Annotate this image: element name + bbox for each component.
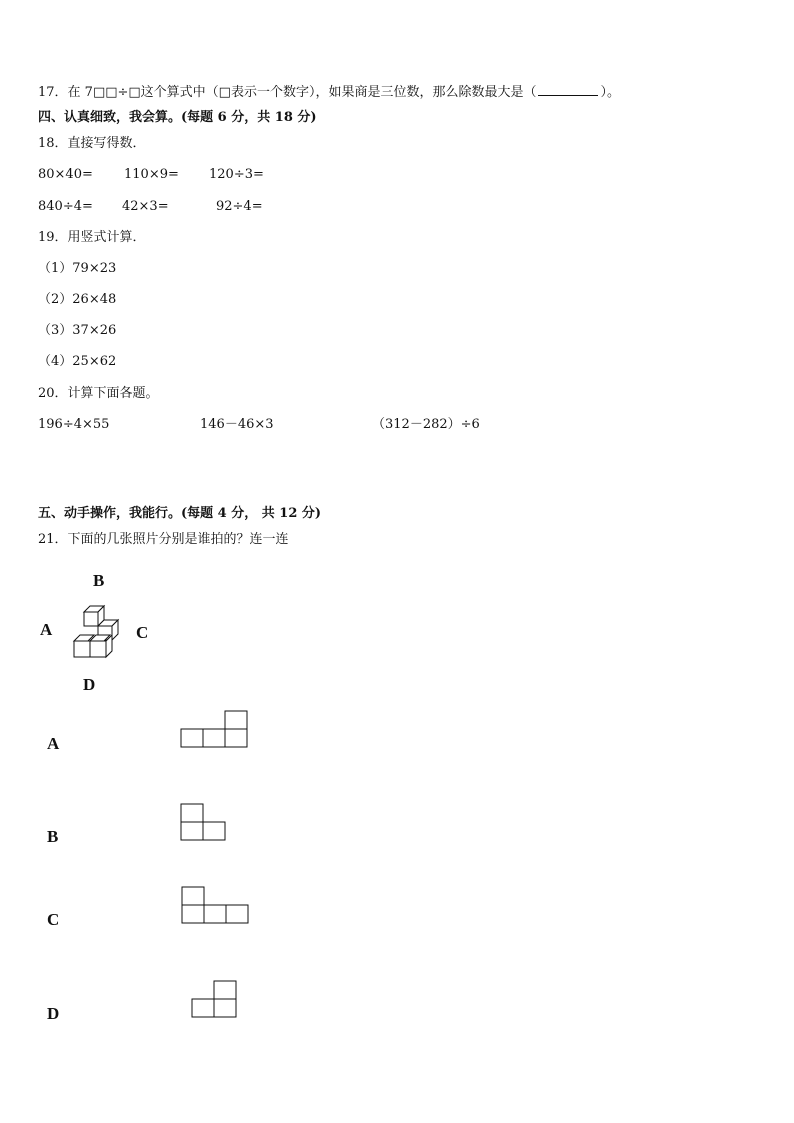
q19-item-4: （4）25×62 (38, 354, 117, 369)
question-17 (38, 85, 620, 99)
question-17-suffix: ）。 (600, 85, 620, 100)
photo-label-a: A (47, 734, 60, 753)
question-18-title: 18．直接写得数． (38, 136, 146, 151)
section-5-title: 五、动手操作，我能行。(每题 4 分， 共 12 分) (38, 506, 322, 521)
q18-row1-item3: 120÷3= (209, 167, 264, 182)
photo-b-figure[interactable] (180, 803, 230, 843)
q18-row2-item1: 840÷4= (38, 199, 93, 214)
photo-label-b: B (47, 827, 59, 846)
photo-c-figure[interactable] (181, 886, 253, 926)
q20-item-3: （312－282）÷6 (372, 417, 480, 432)
question-17-text: 17．在 7□□÷□这个算式中（□表示一个数字），如果商是三位数，那么除数最大是（ (38, 85, 537, 100)
q20-item-1: 196÷4×55 (38, 417, 110, 432)
question-19-title: 19．用竖式计算． (38, 230, 146, 245)
q20-item-2: 146－46×3 (200, 417, 274, 432)
q18-row1-item2: 110×9= (124, 167, 179, 182)
question-20-title: 20．计算下面各题。 (38, 386, 159, 401)
q19-item-2: （2）26×48 (38, 292, 117, 307)
q18-row2-item2: 42×3= (122, 199, 169, 214)
photo-label-d: D (47, 1004, 60, 1023)
question-21-title: 21．下面的几张照片分别是谁拍的？连一连 (38, 532, 289, 547)
photo-label-c: C (47, 910, 60, 929)
q18-row1-item1: 80×40= (38, 167, 93, 182)
q19-item-3: （3）37×26 (38, 323, 117, 338)
q19-item-1: （1）79×23 (38, 261, 117, 276)
photo-d-figure[interactable] (191, 980, 241, 1020)
section-4-title: 四、认真细致，我会算。(每题 6 分，共 18 分) (38, 110, 317, 125)
view-label-d: D (83, 675, 96, 694)
view-label-a: A (40, 620, 53, 639)
cube-stack-figure (70, 603, 130, 663)
q18-row2-item3: 92÷4= (216, 199, 263, 214)
answer-blank[interactable] (538, 85, 598, 96)
photo-a-figure[interactable] (180, 710, 250, 750)
view-label-c: C (136, 623, 149, 642)
view-label-b: B (93, 571, 105, 590)
